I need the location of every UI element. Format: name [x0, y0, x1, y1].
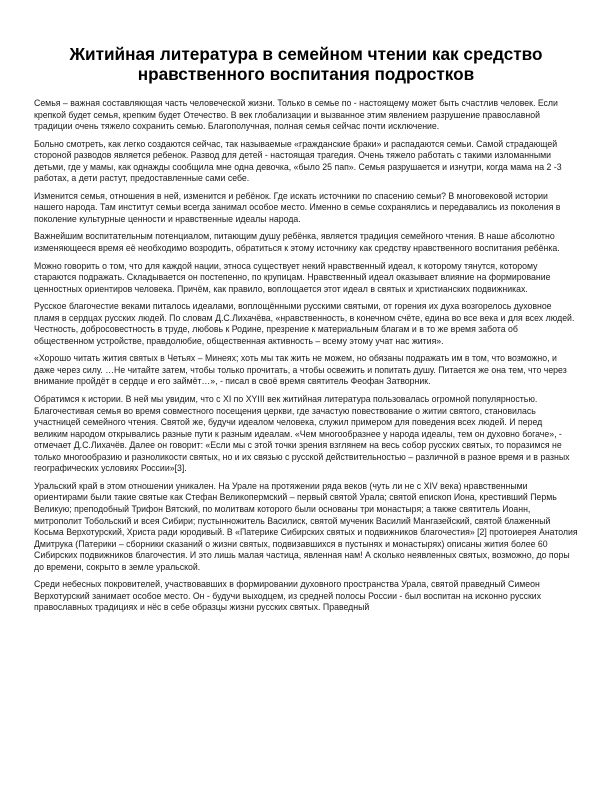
paragraph-history: Обратимся к истории. В ней мы увидим, что с XI по XYIII век житийная литература пользовалась огромной популярностью. Благочестивая семья во время совместного посещения церкви, где зачастую повествование о житии святого, становилась участницей семейного чтения. Святой же, будучи идеалом человека, служил примером для поведения всех людей. И перед великим народом открывались разные пути к разным идеалам. «Чем многообразнее у народа идеалы, тем он духовно богаче», - отмечает Д.С.Лихачёв. Далее он говорит: «Если мы с этой точки зрения взглянем на весь собор русских святых, то поразимся не только многообразию и разноликости святых, но и их связью с русской действительностью – различной в разное время и в разных географических условиях России»[3].: [34, 394, 570, 474]
paragraph-ural-saints: Уральский край в этом отношении уникален. На Урале на протяжении ряда веков (чуть ли не с XIV века) нравственными ориентирами были такие святые как Стефан Великопермский – первый святой Урала; святой епископ Иона, крестивший Пермь Великую; преподобный Трифон Вятский, по молитвам которого были основаны три монастыря; а также святитель Иоанн, митрополит Тобольский и всея Сибири; пустынножитель Василиск, святой мученик Василий Мангазейский, святой блаженный Косьма Верхотурский, Христа ради юродивый. В «Патерике Сибирских святых и подвижников благочестия» [2] протоиерея Анатолия Дмитрука (Патерики – сборники сказаний о жизни святых, подвизавшихся в пустынях и монастырях) описаны жития более 60 Сибирских подвижников благочестия. И это лишь малая частица, явленная нам! А сколько неявленных святых, возможно, до поры до времени, сокрыто в земле уральской.: [34, 480, 578, 572]
paragraph-family-importance: Семья – важная составляющая часть человеческой жизни. Только в семье по - настоящему может быть счастлив человек. Если крепкой будет семья, крепким будет Отечество. В век глобализации и вызванное этим явлением разрушение православной традиции очень тяжело сохранить семью. Благополучная, полная семья сейчас почти исключение.: [34, 98, 558, 132]
paragraph-family-reading: Важнейшим воспитательным потенциалом, питающим душу ребёнка, является традиция семейного чтения. В наше абсолютно изменяющееся время её необходимо возродить, обратиться к этому источнику как средству нравственного воспитания ребёнка.: [34, 231, 560, 254]
paragraph-simeon: Среди небесных покровителей, участвовавших в формировании духовного пространства Урала, святой праведный Симеон Верхотурский занимает особое место. Он - будучи выходцем, из средней полосы России - был воспитан на исконно русских православных традициях и нёс в себе образцы жизни русских святых. Праведный: [34, 579, 542, 613]
article-title: Житийная литература в семейном чтении как средство нравственного воспитания подростков: [69, 44, 543, 84]
paragraph-russian-piety: Русское благочестие веками питалось идеалами, воплощёнными русскими святыми, от горения их духа возгорелось духовное пламя в сердцах русских людей. По словам Д.С.Лихачёва, «нравственность, в конечном счёте, едина во все века и для всех людей. Честность, добросовестность в труде, любовь к Родине, презрение к материальным благам и в то же время забота об общественном устройстве, правдолюбие, общественная активность – всему этому учат нас жития».: [34, 301, 575, 346]
paragraph-moral-ideal: Можно говорить о том, что для каждой нации, этноса существует некий нравственный идеал, к которому тянутся, которому стараются подражать. Складывается он постепенно, по крупицам. Нравственный идеал оказывает влияние на формирование ценностных ориентиров человека. Причём, как правило, воплощается этот идеал в святых и христианских подвижниках.: [34, 260, 551, 294]
paragraph-divorce: Больно смотреть, как легко создаются сейчас, так называемые «гражданские браки» и распадаются семьи. Самой страдающей стороной разводов является ребенок. Развод для детей - настоящая трагедия. Очень тяжело работать с такими изломанными детьми, где у мамы, как однажды сообщила мне одна девочка, «было 25 пап». Семья разрушается и изнутри, когда мама на 2 -3 работах, а дети растут, предоставленные сами себе.: [34, 138, 562, 184]
paragraph-family-history: Изменится семья, отношения в ней, изменится и ребёнок. Где искать источники по спасению семьи? В многовековой истории нашего народа. Там институт семьи всегда занимал особое место. Именно в семье сохранялись и передавались из поколения в поколение культурные ценности и нравственные идеалы народа.: [34, 190, 561, 224]
paragraph-feofan-quote: «Хорошо читать жития святых в Четьях – Минеях; хоть мы так жить не можем, но обязаны подражать им в том, что возможно, и даже через силу. …Не читайте затем, чтобы только прочитать, а чтобы освежить и попитать душу. Питается же она тем, что через внимание пройдёт в сердце и его займёт…», - писал в своё время святитель Феофан Затворник.: [34, 353, 567, 387]
